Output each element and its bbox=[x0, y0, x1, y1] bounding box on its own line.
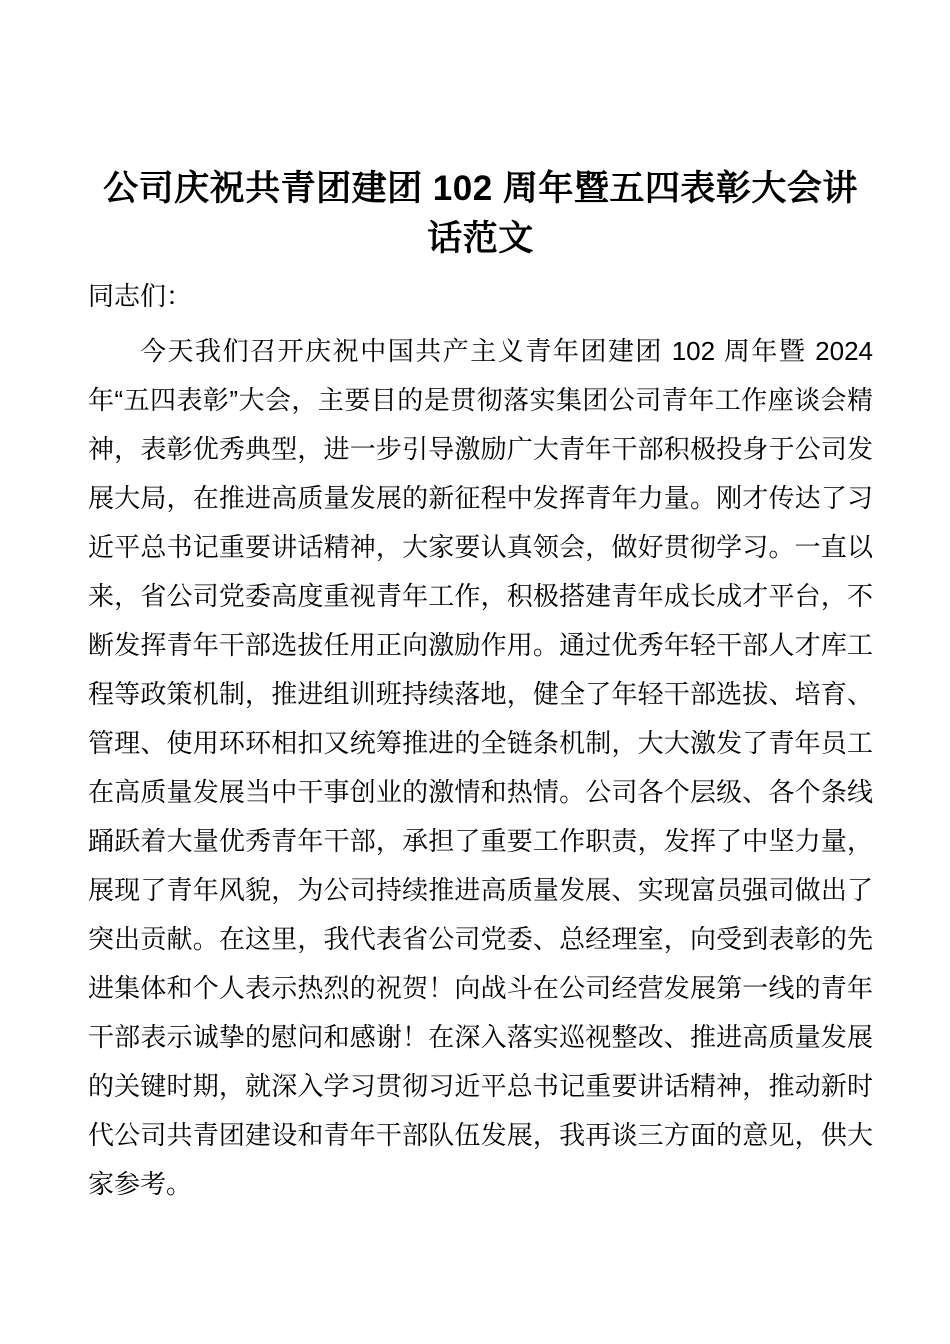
document-title: 公司庆祝共青团建团 102 周年暨五四表彰大会讲话范文 bbox=[103, 169, 858, 258]
salutation-line: 同志们： bbox=[88, 281, 193, 311]
body-paragraph: 今天我们召开庆祝中国共产主义青年团建团 102 周年暨 2024 年“五四表彰”大会，主要目的是贯彻落实集团公司青年工作座谈会精神，表彰优秀典型，进一步引导激励广大青年干部积极投身于公司发展大局，在推进高质量发展的新征程中发挥青年力量。刚才传达了习近平总书记重要讲话精神，大家要认真领会，做好贯彻学习。一直以来，省公司党委高度重视青年工作，积极搭建青年成长成才平台，不断发挥青年干部选拔任用正向激励作用。通过优秀年轻干部人才库工程等政策机制，推进组训班持续落地，健全了年轻干部选拔、培育、管理、使用环环相扣又统筹推进的全链条机制，大大激发了青年员工在高质量发展当中干事创业的激情和热情。公司各个层级、各个条线踊跃着大量优秀青年干部，承担了重要工作职责，发挥了中坚力量，展现了青年风貌，为公司持续推进高质量发展、实现富员强司做出了突出贡献。在这里，我代表省公司党委、总经理室，向受到表彰的先进集体和个人表示热烈的祝贺！向战斗在公司经营发展第一线的青年干部表示诚挚的慰问和感谢！在深入落实巡视整改、推进高质量发展的关键时期，就深入学习贯彻习近平总书记重要讲话精神，推动新时代公司共青团建设和青年干部队伍发展，我再谈三方面的意见，供大家参考。 bbox=[88, 336, 873, 1199]
